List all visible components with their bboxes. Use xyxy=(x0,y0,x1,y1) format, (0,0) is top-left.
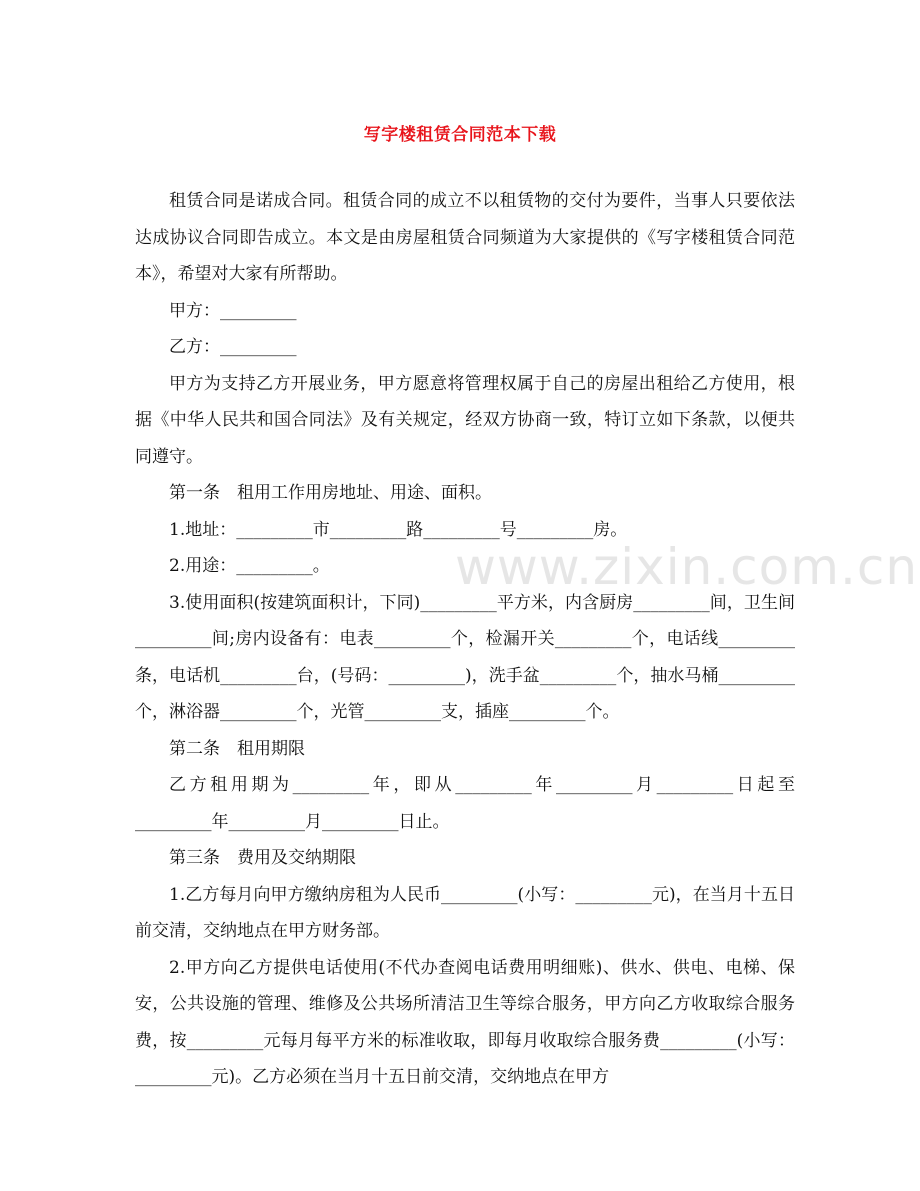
preamble-paragraph: 甲方为支持乙方开展业务，甲方愿意将管理权属于自己的房屋出租给乙方使用，根据《中华人民共和国合同法》及有关规定，经双方协商一致，特订立如下条款，以便共同遵守。 xyxy=(135,373,795,467)
article-1-heading: 第一条 租用工作用房地址、用途、面积。 xyxy=(169,483,492,503)
article-3-rent: 1.乙方每月向甲方缴纳房租为人民币_________(小写：_________元)，在当月十五日前交清，交纳地点在甲方财务部。 xyxy=(135,884,795,941)
intro-paragraph: 租赁合同是诺成合同。租赁合同的成立不以租赁物的交付为要件，当事人只要依法达成协议合同即告成立。本文是由房屋租赁合同频道为大家提供的《写字楼租赁合同范本》，希望对大家有所帮助。 xyxy=(135,191,795,284)
article-3-heading: 第三条 费用及交纳期限 xyxy=(169,848,356,868)
party-a-line: 甲方：_________ xyxy=(169,300,297,321)
document-body xyxy=(135,183,795,1096)
article-2-heading: 第二条 租用期限 xyxy=(169,738,305,759)
document-title: 写字楼租赁合同范本下载 xyxy=(363,125,557,145)
article-3-service-fee: 2.甲方向乙方提供电话使用(不代办查阅电话费用明细账)、供水、供电、电梯、保安，公共设施的管理、维修及公共场所清洁卫生等综合服务，甲方向乙方收取综合服务费，按_________元每月每平方米的标准收取，即每月收取综合服务费_________(小写：_________元)。乙方必须在当月十五日前交清，交纳地点在甲方 xyxy=(135,957,795,1087)
party-b-line: 乙方：_________ xyxy=(169,337,297,357)
article-1-area: 3.使用面积(按建筑面积计，下同)_________平方米，内含厨房_________间，卫生间_________间;房内设备有：电表_________个，检漏开关_________个，电话线_________条，电话机_________台，(号码：_________)，洗手盆_________个，抽水马桶_________个，淋浴器_________个，光管_________支，插座_________个。 xyxy=(135,592,795,722)
watermark: www.zixin.com.cn xyxy=(455,538,919,596)
article-1-purpose: 2.用途：_________。 xyxy=(169,556,330,576)
article-1-address: 1.地址：_________市_________路_________号_________房。 xyxy=(169,519,628,540)
article-2-term: 乙方租用期为_________年，即从_________年_________月_________日起至_________年_________月_________日止。 xyxy=(135,775,795,832)
